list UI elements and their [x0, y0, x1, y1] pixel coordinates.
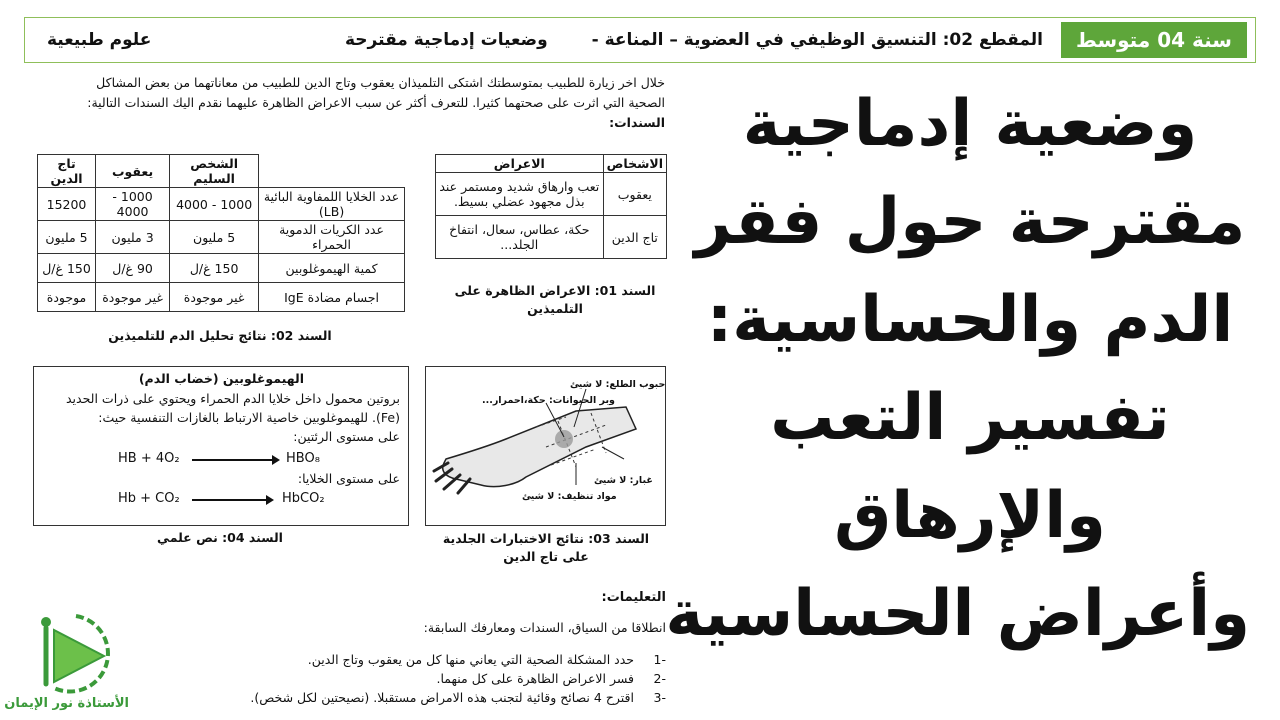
context-paragraph — [60, 73, 665, 133]
table-cell: 3 مليون — [96, 221, 170, 254]
table-row — [436, 173, 667, 216]
question-item — [250, 690, 666, 705]
fur-label: وبر الحيوانات: حكة،احمرار... — [482, 395, 615, 406]
hemoglobin-text-box — [33, 366, 409, 526]
wheat-label: حبوب الطلع: لا شيئ — [570, 379, 666, 390]
table-cell: 5 مليون — [38, 221, 96, 254]
table-cell: 150 غ/ل — [170, 254, 259, 283]
situation-title: وضعيات إدماجية مقترحة — [345, 30, 548, 50]
table-header: يعقوب — [96, 155, 170, 188]
table-cell: يعقوب — [603, 173, 666, 216]
subject-title: علوم طبيعية — [47, 30, 152, 50]
table-cell: عدد الخلايا اللمفاوية البائية (LB) — [259, 188, 405, 221]
table-cell: غير موجودة — [96, 283, 170, 312]
worksheet-header — [24, 17, 1256, 63]
table-header-empty — [259, 155, 405, 188]
skin-test-figure — [425, 366, 666, 526]
table-cell: 1000 - 4000 — [170, 188, 259, 221]
instructions-intro: انطلاقا من السياق، السندات ومعارفك السابقة: — [423, 620, 666, 635]
context-line-1: خلال اخر زيارة للطبيب بمتوسطتك اشتكى التلميذان يعقوب وتاج الدين للطبيب من معاناتهما من بعض المشاكل — [96, 75, 665, 90]
question-number: -3 — [653, 690, 666, 705]
equation-1-left: HB + 4O₂ — [118, 451, 180, 466]
table-cell: غير موجودة — [170, 283, 259, 312]
table-row — [38, 221, 405, 254]
table-cell: 1000 - 4000 — [96, 188, 170, 221]
channel-logo — [4, 608, 129, 716]
context-line-2: الصحية التي اثرت على صحتهما كثيرا. للتعرف أكثر عن سبب الاعراض الظاهرة عليهما نقدم اليك السندات التالية: — [87, 95, 665, 110]
table-cell: 15200 — [38, 188, 96, 221]
question-text: فسر الاعراض الظاهرة على كل منهما. — [436, 671, 635, 686]
table-cell: 90 غ/ل — [96, 254, 170, 283]
reaction-arrow-icon — [192, 459, 278, 461]
table-row — [38, 188, 405, 221]
doc3-caption: السند 03: نتائج الاختبارات الجلدية على تاج الدين — [442, 531, 650, 564]
equation-2-right: HbCO₂ — [282, 491, 325, 506]
table-row — [38, 254, 405, 283]
table-header: الشخص السليم — [170, 155, 259, 188]
grade-badge: سنة 04 متوسط — [1061, 22, 1247, 58]
equation-1-right: HBO₈ — [286, 451, 320, 466]
question-number: -2 — [653, 671, 666, 686]
segment-title: المقطع 02: التنسيق الوظيفي في العضوية – المناعة - — [591, 30, 1043, 50]
table-header: تاج الدين — [38, 155, 96, 188]
equation-2-left: Hb + CO₂ — [118, 491, 180, 506]
question-text: اقترح 4 نصائح وقائية لتجنب هذه الامراض مستقبلا. (نصيحتين لكل شخص). — [250, 690, 635, 705]
table-header: الاعراض — [436, 155, 604, 173]
lungs-label: على مستوى الرئتين: — [293, 429, 400, 444]
table-cell: تاج الدين — [603, 216, 666, 259]
question-item — [308, 652, 666, 667]
hemoglobin-title: الهيموغلوبين (خضاب الدم) — [138, 371, 304, 386]
table-cell: موجودة — [38, 283, 96, 312]
table-cell: اجسام مضادة IgE — [259, 283, 405, 312]
lesson-title-line: وأعراض الحساسية — [665, 577, 1250, 651]
table-cell: كمية الهيموغلوبين — [259, 254, 405, 283]
play-logo-icon — [24, 608, 129, 698]
lesson-title-line: مقترحة حول فقر — [694, 185, 1246, 259]
lesson-title-line: تفسير التعب — [770, 381, 1170, 455]
lesson-title-line: الدم والحساسية: — [706, 283, 1234, 357]
sources-label: السندات: — [609, 115, 665, 130]
dust-label: غبار: لا شيئ — [594, 475, 653, 486]
arm-illustration — [426, 367, 666, 526]
doc2-caption: السند 02: نتائج تحليل الدم للتلميذين — [108, 328, 332, 343]
table-header: الاشخاص — [603, 155, 666, 173]
table-cell: عدد الكريات الدموية الحمراء — [259, 221, 405, 254]
reaction-arrow-icon — [192, 499, 272, 501]
table-cell: حكة، عطاس، سعال، انتفاخ الجلد... — [436, 216, 604, 259]
question-item — [437, 671, 666, 686]
lesson-title-line: وضعية إدماجية — [742, 87, 1198, 161]
table-cell: تعب وارهاق شديد ومستمر عند بذل مجهود عضلي بسيط. — [436, 173, 604, 216]
table-row — [436, 216, 667, 259]
table-cell: 5 مليون — [170, 221, 259, 254]
blood-analysis-table — [37, 154, 405, 312]
table-cell: 150 غ/ل — [38, 254, 96, 283]
logo-text: الأستاذة نور الإيمان — [4, 696, 129, 711]
hemoglobin-line-1: بروتين محمول داخل خلايا الدم الحمراء ويحتوي على ذرات الحديد — [66, 391, 400, 406]
table-row — [38, 283, 405, 312]
question-number: -1 — [653, 652, 666, 667]
lesson-title — [665, 75, 1250, 663]
detergent-label: مواد تنظيف: لا شيئ — [522, 491, 617, 502]
doc4-caption: السند 04: نص علمي — [157, 530, 283, 545]
hemoglobin-line-2: (Fe). للهيموغلوبين خاصية الارتباط بالغازات التنفسية حيث: — [98, 410, 400, 425]
symptoms-table — [435, 154, 667, 259]
question-text: حدد المشكلة الصحية التي يعاني منها كل من يعقوب وتاج الدين. — [307, 652, 635, 667]
lesson-title-line: والإرهاق — [834, 479, 1106, 553]
doc1-caption: السند 01: الاعراض الظاهرة على التلميذين — [454, 283, 656, 316]
cells-label: على مستوى الخلايا: — [297, 471, 400, 486]
instructions-title: التعليمات: — [601, 590, 666, 605]
